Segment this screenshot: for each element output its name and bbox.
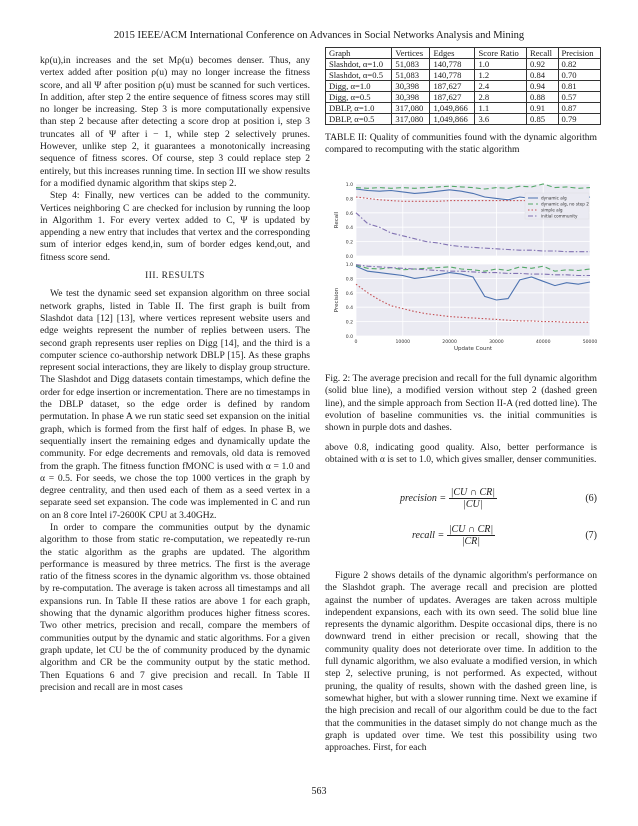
x-tick-label: 10000 [395, 340, 411, 345]
table-cell: 51,083 [392, 70, 430, 81]
y-tick-label: 0.2 [345, 320, 353, 326]
equation-lhs: recall = [412, 529, 445, 541]
table-header-cell: Edges [430, 48, 475, 59]
right-paragraph: Figure 2 shows details of the dynamic algorithm's performance on the Slashdot graph. The average recall and precision are plotted against the number of updates. Averages are taken across multiple independent expansions, each with its own seed. The solid blue line represents the dynamic algorithm. Despite occasional dips, there is no downward trend in either precision or recall, showing that the community quality does not deteriorate over time. In addition to the full dynamic algorithm, we also evaluate a modified version, in which step 2, selective pruning, is not performed. As expected, without pruning, the quality of results, shown with the dashed green line, is somewhat higher, but with a slower running time. Next we examine if the high precision and recall of our algorithm could be due to the fact that the communities in the dataset simply do not change much as the graph is updated over time. We test this possibility using two approaches. First, for each [325, 570, 597, 754]
page-number: 563 [311, 786, 327, 797]
figure-caption: Fig. 2: The average precision and recall for the full dynamic algorithm (solid blue line), a modified version without step 2 (dashed green line), and the simple approach from Section II-A (red dotted line). The evolution of baseline communities vs. the initial communities is shown in purple dots and dashes. [325, 373, 597, 434]
right-paragraph: above 0.8, indicating good quality. Also, better performance is obtained with α is set to 1.0, which gives smaller, denser communities. [325, 442, 597, 466]
equation-7 [325, 524, 597, 547]
x-tick-label: 30000 [489, 340, 504, 345]
table-cell: 140,778 [430, 59, 475, 70]
table-cell: 2.8 [475, 92, 527, 103]
table-cell: 0.85 [527, 114, 559, 125]
table-cell: Slashdot, α=1.0 [326, 59, 392, 70]
y-tick-label: 0.0 [345, 335, 353, 340]
paragraph: kρ(u),in increases and the set Mρ(u) becomes denser. Thus, any vertex added after position ρ(u) may no longer increase the fitness score, and all Ψ after position ρ(u) must be scanned for such vertices. In addition, after step 2 the entire sequence of fitness scores may still no longer be increasing. Step 3 is more computationally expensive than step 2 because after detecting a score drop at position i, step 3 truncates all of Ψ after i − 1, while step 2 selectively prunes. However, unlike step 2, it guarantees a monotonically increasing sequence of fitness scores. Of course, step 3 could replace step 2 entirely, but this increases running time. In section III we show results for a modified dynamic algorithm that skips step 2. [40, 55, 310, 189]
table-cell: 2.4 [475, 81, 527, 92]
table-cell: 0.70 [558, 70, 600, 81]
section-title: III. RESULTS [145, 271, 205, 282]
y-tick-label: 1.0 [345, 263, 353, 268]
fraction-denominator: |CU| [463, 499, 483, 510]
table-cell: Slashdot, α=0.5 [326, 70, 392, 81]
table-cell: 0.94 [527, 81, 559, 92]
table-row [326, 103, 601, 114]
table-cell: Digg, α=1.0 [326, 81, 392, 92]
table-header-cell: Recall [527, 48, 559, 59]
table-cell: 0.92 [527, 59, 559, 70]
legend-label: initial community [541, 213, 578, 219]
y-tick-label: 0.4 [345, 226, 353, 232]
fraction-numerator: |CU ∩ CR| [450, 487, 495, 498]
table-cell: 0.79 [558, 114, 600, 125]
equation-6 [325, 487, 597, 510]
table-header-cell: Precision [558, 48, 600, 59]
table-cell: 0.91 [527, 103, 559, 114]
y-axis-label: Recall [334, 211, 340, 229]
y-tick-label: 0.4 [345, 306, 353, 312]
table-cell: 0.82 [558, 59, 600, 70]
legend-label: dynamic alg [541, 195, 567, 201]
paragraph: Step 4: Finally, new vertices can be added to the community. Vertices neighboring C are checked for inclusion by running the loop in Algorithm 1. For every vertex added to C, Ψ is updated by appending a new entry that includes that vertex and the corresponding sum of interior edges kend,in, sum of border edges kend,out, and fitness score send. [40, 190, 310, 263]
table-row [326, 59, 601, 70]
table-header-cell: Score Ratio [475, 48, 527, 59]
table-cell: 1.2 [475, 70, 527, 81]
equation-fraction [447, 524, 495, 547]
legend-label: simple alg [541, 207, 563, 213]
left-column [40, 55, 310, 694]
table-cell: 187,627 [430, 81, 475, 92]
y-tick-label: 0.8 [345, 197, 353, 203]
table-cell: 3.6 [475, 114, 527, 125]
table-cell: 1,049,866 [430, 114, 475, 125]
x-tick-label: 50000 [582, 340, 598, 345]
plot-background [356, 264, 590, 336]
equation-number: (6) [585, 493, 597, 504]
table-cell: 0.81 [558, 81, 600, 92]
table-header-row [326, 48, 601, 59]
x-tick-label: 20000 [442, 340, 457, 345]
y-tick-label: 0.6 [345, 211, 353, 217]
table-cell: 0.84 [527, 70, 559, 81]
table-cell: 30,398 [392, 81, 430, 92]
table-cell: 1,049,866 [430, 103, 475, 114]
figure-2 [328, 176, 598, 366]
table-cell: 0.87 [558, 103, 600, 114]
equation-lhs: precision = [400, 492, 447, 504]
x-tick-label: 40000 [535, 340, 551, 345]
x-tick-label: 0 [354, 340, 358, 345]
table-cell: 30,398 [392, 92, 430, 103]
table-cell: 0.57 [558, 92, 600, 103]
table-header-cell: Vertices [392, 48, 430, 59]
x-axis-label: Update Count [453, 346, 493, 352]
y-axis-label: Precision [334, 287, 340, 313]
y-tick-label: 0.8 [345, 277, 353, 283]
results-table-wrap [325, 47, 601, 125]
table-cell: DBLP, α=0.5 [326, 114, 392, 125]
table-cell: Digg, α=0.5 [326, 92, 392, 103]
y-tick-label: 0.0 [345, 255, 353, 260]
table-cell: 317,080 [392, 114, 430, 125]
table-cell: 51,083 [392, 59, 430, 70]
table-row [326, 81, 601, 92]
table-cell: 0.88 [527, 92, 559, 103]
table-cell: 1.0 [475, 59, 527, 70]
table-cell: 317,080 [392, 103, 430, 114]
table-header-cell: Graph [326, 48, 392, 59]
table-cell: DBLP, α=1.0 [326, 103, 392, 114]
table-cell: 1.1 [475, 103, 527, 114]
table-cell: 140,778 [430, 70, 475, 81]
results-table [325, 47, 601, 125]
y-tick-label: 1.0 [345, 183, 353, 188]
y-tick-label: 0.6 [345, 291, 353, 297]
table-row [326, 114, 601, 125]
conference-header: 2015 IEEE/ACM International Conference on Advances in Social Networks Analysis and Mining [113, 30, 525, 41]
paragraph: In order to compare the communities output by the dynamic algorithm to those from static re-computation, we repeatedly re-run the static algorithm as the graphs are updated. The algorithm performance is measured by three metrics. The first is the average ratio of the fitness scores in the dynamic algorithm vs. those obtained by re-computation. The average is taken across all timestamps and all expansions run. In Table II these ratios are above 1 for each graph, showing that the dynamic algorithm produces higher fitness scores. Two other metrics, precision and recall, compare the members of communities output by the dynamic and static algorithms. For a given graph update, let CU be the of community produced by the dynamic algorithm and CR be the community output by the static method. Then Equations 6 and 7 give precision and recall. In Table II precision and recall are in most cases [40, 521, 310, 693]
table-row [326, 92, 601, 103]
line-chart [328, 176, 598, 366]
table-caption: TABLE II: Quality of communities found with the dynamic algorithm compared to recomputing with the static algorithm [325, 132, 597, 156]
table-row [326, 70, 601, 81]
equation-number: (7) [585, 530, 597, 541]
paragraph: We test the dynamic seed set expansion algorithm on three social network graphs, listed in Table II. The first graph is built from Slashdot data [12] [13], where vertices represent website users and edge weights represent the number of replies between users. The second graph represents user replies on Digg [14], and the third is a computer science co-authorship network DBLP [15]. As these graphs represent social interactions, they are likely to display group structure. The Slashdot and Digg datasets contain timestamps, which define the order for edge insertion or incrementation. There are no timestamps in the DBLP dataset, so the edge order is defined by random permutation. In phase A we run static seed set expansion on the initial graph, which is formed from the first half of edges. In phase B, we sequentially insert the remaining edges and dynamically update the community. For edge decrements and removals, old data is removed from the graph. The fitness function fMONC is used with α = 1.0 and α = 0.5. For seeds, we chose the top 1000 vertices in the graph by degree centrality, and then used each of them as a seed vertex in a separate seed set expansion. The code was implemented in C and run on an 8 core Intel i7-2600K CPU at 3.40GHz. [40, 288, 310, 521]
fraction-denominator: |CR| [461, 536, 481, 547]
y-tick-label: 0.2 [345, 240, 353, 246]
legend-label: dynamic alg, no step 2 [541, 201, 589, 207]
table-cell: 187,627 [430, 92, 475, 103]
equation-fraction [449, 487, 497, 510]
fraction-numerator: |CU ∩ CR| [448, 524, 494, 535]
